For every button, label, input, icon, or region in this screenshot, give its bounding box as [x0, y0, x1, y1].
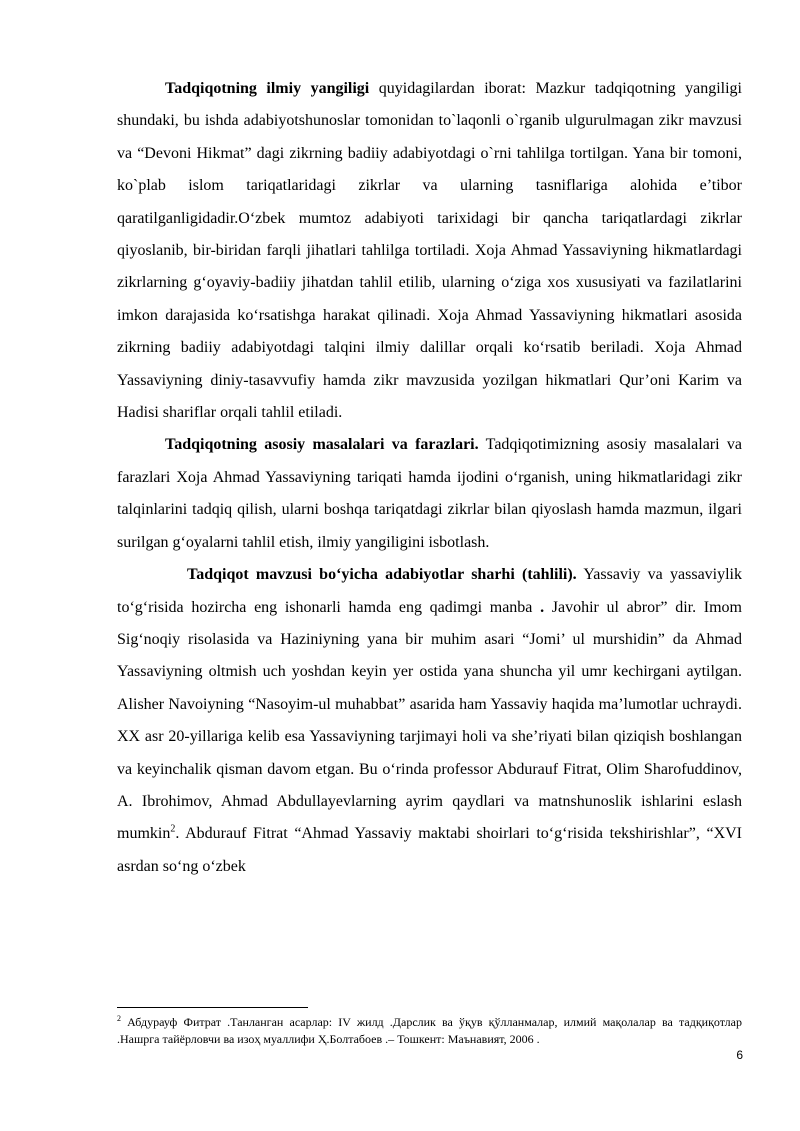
paragraph-text: quyidagilardan iborat: Mazkur tadqiqotning yangiligi shundaki, bu ishda adabiyotshunoslar tomonidan to`laqonli o`rganib ulgurulmagan zikr mavzusi va “Devoni Hikmat” dagi zikrning badiiy adabiyotdagi o`rni tahlilga tortilgan. Yana bir tomoni, ko`plab islom tariqatlaridagi zikrlar va ularning tasniflariga alohida e’tibor qaratilganligidadir.O‘zbek mumtoz adabiyoti tarixidagi bir qancha tariqatlardagi zikrlar qiyoslanib, bir-biridan farqli jihatlari tahlilga tortiladi. Xoja Ahmad Yassaviyning hikmatlardagi zikrlarning g‘oyaviy-badiiy jihatdan tahlil etilib, ularning o‘ziga xos xususiyati va fazilatlarini imkon darajasida ko‘rsatishga harakat qilinadi. Xoja Ahmad Yassaviyning hikmatlari asosida zikrning badiiy adabiyotdagi talqini ilmiy dalillar orqali ko‘rsatib beriladi. Xoja Ahmad Yassaviyning diniy-tasavvufiy hamda zikr mavzusida yozilgan hikmatlari Qur’oni Karim va Hadisi shariflar orqali tahlil etiladi. — [117, 80, 742, 422]
heading-scientific-novelty: Tadqiqotning ilmiy yangiligi — [165, 80, 370, 97]
paragraph-main-issues — [117, 429, 742, 559]
paragraph-text: Yassaviy va yassaviylik to‘g‘risida hozircha eng ishonarli hamda eng qadimgi manba — [117, 566, 743, 616]
footnote-separator — [117, 1007, 308, 1008]
paragraph-literature-review — [117, 559, 742, 883]
footnote — [117, 1014, 742, 1048]
bold-dot: . — [540, 598, 545, 616]
heading-literature-review: Tadqiqot mavzusi bo‘yicha adabiyotlar sharhi (tahlili). — [187, 566, 577, 584]
paragraph-scientific-novelty — [117, 73, 742, 429]
footnote-reference[interactable]: 2 — [170, 824, 176, 836]
page-number: 6 — [736, 1048, 743, 1062]
paragraph-text: Javohir ul abror” dir. Imom Sig‘noqiy risolasida va Haziniyning yana bir muhim asari “Jomi’ ul murshidin” da Ahmad Yassaviyning oltmish uch yoshdan keyin yer ostida yana shuncha yil umr kechirgani aytilgan. Alisher Navoiyning “Nasoyim-ul muhabbat” asarida ham Yassaviy haqida ma’lumotlar uchraydi. XX asr 20-yillariga kelib esa Yassaviyning tarjimayi holi va she’riyati bilan qiziqish boshlangan va keyinchalik qisman davom etgan. Bu o‘rinda professor Abdurauf Fitrat, Olim Sharofuddinov, A. Ibrohimov, Ahmad Abdullayevlarning ayrim qaydlari va matnshunoslik ishlarini eslash mumkin — [117, 598, 743, 843]
body-text — [117, 73, 742, 883]
paragraph-text: . Abdurauf Fitrat “Ahmad Yassaviy maktabi shoirlari to‘g‘risida tekshirishlar”, “XVI asrdan so‘ng o‘zbek — [117, 825, 742, 875]
footnote-text: Абдурауф Фитрат .Танланган асарлар: IV жилд .Дарслик ва ўқув қўлланмалар, илмий мақолалар ва тадқиқотлар .Нашрга тайёрловчи ва изоҳ муаллифи Ҳ.Болтабоев .– Тошкент: Маънавият, 2006 . — [117, 1015, 742, 1046]
heading-main-issues: Tadqiqotning asosiy masalalari va farazlari. — [165, 436, 479, 454]
paragraph-text: Tadqiqotimizning asosiy masalalari va farazlari Xoja Ahmad Yassaviyning tariqati hamda ijodini o‘rganish, uning hikmatlaridagi zikr talqinlarini tadqiq qilish, ularni boshqa tariqatdagi zikrlar bilan qiyoslash hamda mazmun, ilgari surilgan g‘oyalarni tahlil etish, ilmiy yangiligini isbotlash. — [117, 436, 742, 551]
footnote-marker: 2 — [117, 1014, 121, 1023]
